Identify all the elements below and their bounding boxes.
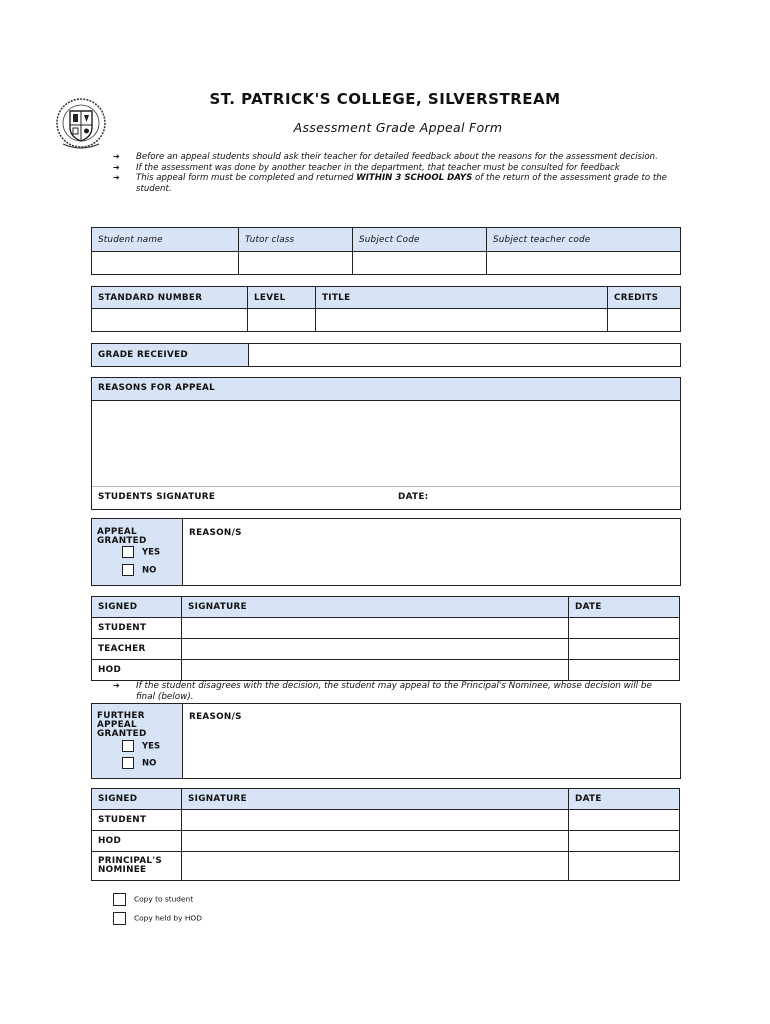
teacher-signature-field[interactable]	[182, 639, 569, 660]
standard-table	[91, 286, 681, 332]
teacher-date-field[interactable]	[569, 639, 680, 660]
date-header: DATE	[569, 789, 680, 810]
student-signature-field[interactable]	[182, 618, 569, 639]
subject-code-field[interactable]	[353, 252, 487, 275]
date-label: DATE:	[398, 492, 429, 502]
subject-teacher-code-header: Subject teacher code	[487, 228, 681, 252]
signed-header: SIGNED	[92, 789, 182, 810]
student-name-field[interactable]	[92, 252, 239, 275]
arrow-icon: ➔	[113, 152, 120, 161]
tutor-class-header: Tutor class	[239, 228, 353, 252]
appeal-reasons-field[interactable]	[184, 541, 678, 583]
checkbox-icon[interactable]	[122, 740, 134, 752]
tutor-class-field[interactable]	[239, 252, 353, 275]
copy-held-by-hod-label: Copy held by HOD	[134, 913, 202, 923]
instruction-text: of the return of the assessment grade to the student.	[136, 173, 667, 194]
appeal-no-option[interactable]	[122, 564, 156, 576]
instruction-item	[113, 152, 673, 163]
form-title: Assessment Grade Appeal Form	[293, 120, 503, 135]
further-appeal-note	[113, 681, 673, 702]
student-date-field[interactable]	[569, 810, 680, 831]
checkbox-icon[interactable]	[122, 757, 134, 769]
arrow-icon: ➔	[113, 173, 120, 183]
principal-nominee-signature-field[interactable]	[182, 852, 569, 881]
grade-table	[91, 343, 681, 367]
hod-row-label: HOD	[92, 831, 182, 852]
title-header: TITLE	[316, 287, 608, 309]
instruction-item	[113, 173, 673, 194]
divider	[92, 486, 680, 487]
student-table	[91, 227, 681, 275]
appeal-granted-section	[91, 518, 681, 586]
instructions	[113, 152, 673, 194]
yes-label: YES	[142, 741, 161, 752]
reasons-section	[91, 377, 681, 510]
appeal-granted-label: APPEAL GRANTED	[97, 527, 147, 546]
level-field[interactable]	[248, 309, 316, 332]
further-appeal-panel	[92, 704, 183, 778]
further-yes-option[interactable]	[122, 740, 160, 752]
grade-received-label: GRADE RECEIVED	[92, 344, 249, 367]
copy-held-by-hod-option[interactable]	[113, 912, 202, 925]
student-row-label: STUDENT	[92, 618, 182, 639]
copy-to-student-label: Copy to student	[134, 894, 194, 904]
no-label: NO	[142, 565, 157, 576]
principal-nominee-row-label: PRINCIPAL'S NOMINEE	[92, 852, 182, 881]
level-header: LEVEL	[248, 287, 316, 309]
checkbox-icon[interactable]	[122, 546, 134, 558]
student-signature-label: STUDENTS SIGNATURE	[98, 492, 216, 502]
grade-received-field[interactable]	[249, 344, 681, 367]
further-appeal-section	[91, 703, 681, 779]
note-item	[113, 681, 673, 702]
reasons-header	[92, 378, 680, 401]
signatures-table-2	[91, 788, 680, 881]
further-reasons-field[interactable]	[184, 726, 678, 776]
signatures-table-1	[91, 596, 680, 681]
checkbox-icon[interactable]	[113, 893, 126, 906]
credits-field[interactable]	[608, 309, 681, 332]
standard-number-header: STANDARD NUMBER	[92, 287, 248, 309]
student-date-field[interactable]	[569, 618, 680, 639]
further-no-option[interactable]	[122, 757, 156, 769]
instruction-text: If the assessment was done by another teacher in the department, that teacher must be consulted for feedback	[136, 162, 620, 173]
principal-nominee-date-field[interactable]	[569, 852, 680, 881]
signature-header: SIGNATURE	[182, 789, 569, 810]
checkbox-icon[interactable]	[113, 912, 126, 925]
hod-row-label: HOD	[92, 660, 182, 681]
teacher-row-label: TEACHER	[92, 639, 182, 660]
subject-code-header: Subject Code	[353, 228, 487, 252]
hod-signature-field[interactable]	[182, 831, 569, 852]
arrow-icon: ➔	[113, 681, 120, 690]
standard-number-field[interactable]	[92, 309, 248, 332]
appeal-reasons-label: REASON/S	[189, 528, 242, 538]
appeal-yes-option[interactable]	[122, 546, 160, 558]
hod-date-field[interactable]	[569, 660, 680, 681]
signed-header: SIGNED	[92, 597, 182, 618]
date-header: DATE	[569, 597, 680, 618]
arrow-icon: ➔	[113, 162, 120, 172]
copy-to-student-option[interactable]	[113, 893, 193, 906]
no-label: NO	[142, 758, 157, 769]
signature-header: SIGNATURE	[182, 597, 569, 618]
reasons-label: REASONS FOR APPEAL	[98, 383, 216, 393]
subject-teacher-code-field[interactable]	[487, 252, 681, 275]
appeal-granted-panel	[92, 519, 183, 585]
student-signature-field[interactable]	[182, 810, 569, 831]
hod-date-field[interactable]	[569, 831, 680, 852]
deadline-text: WITHIN 3 SCHOOL DAYS	[356, 173, 473, 184]
instruction-text: Before an appeal students should ask their teacher for detailed feedback about the reasons for the assessment decision.	[136, 152, 658, 162]
school-title: ST. PATRICK'S COLLEGE, SILVERSTREAM	[209, 90, 561, 108]
credits-header: CREDITS	[608, 287, 681, 309]
further-appeal-label: FURTHER APPEAL GRANTED	[97, 711, 147, 739]
yes-label: YES	[142, 547, 161, 558]
student-name-header: Student name	[92, 228, 239, 252]
hod-signature-field[interactable]	[182, 660, 569, 681]
student-row-label: STUDENT	[92, 810, 182, 831]
title-field[interactable]	[316, 309, 608, 332]
instruction-item	[113, 163, 673, 174]
further-reasons-label: REASON/S	[189, 712, 242, 722]
instruction-text: This appeal form must be completed and returned	[136, 173, 357, 184]
checkbox-icon[interactable]	[122, 564, 134, 576]
reasons-field[interactable]	[92, 401, 680, 485]
note-text: If the student disagrees with the decision, the student may appeal to the Principal's Nominee, whose decision will be final (below).	[136, 681, 652, 702]
